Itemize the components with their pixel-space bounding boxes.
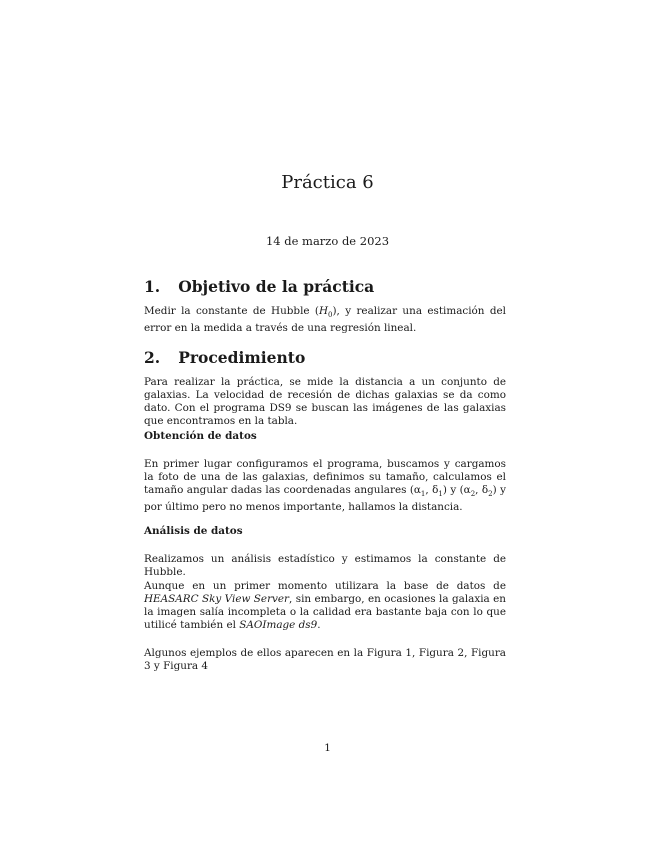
section-procedimiento [144,348,504,367]
subheading-analisis: Análisis de datos [144,525,243,537]
analisis-paragraph-2: Aunque en un primer momento utilizara la base de datos de HEASARC Sky View Server, sin embargo, en ocasiones la galaxia en la imagen salía incompleta o la calidad era bastante baja con lo que utilicé también el SAOImage ds9. [144,580,506,631]
section-title: Objetivo de la práctica [178,277,375,296]
analisis-paragraph-3: Algunos ejemplos de ellos aparecen en la Figura 1, Figura 2, Figura 3 y Figura 4 [144,647,506,672]
page-number: 1 [324,742,331,754]
section-title: Procedimiento [178,348,306,367]
section-objetivo [144,277,504,296]
section-heading-objetivo [144,277,504,296]
document-title: Práctica 6 [281,172,374,193]
analisis-paragraph-1: Realizamos un análisis estadístico y estimamos la constante de Hubble. [144,553,506,578]
procedimiento-intro: Para realizar la práctica, se mide la distancia a un conjunto de galaxias. La velocidad de recesión de dichas galaxias se da como dato. Con el programa DS9 se buscan las imágenes de las galaxias que encontramos en la tabla. [144,376,506,427]
section-number: 1. [144,277,161,296]
section-number: 2. [144,348,161,367]
subheading-obtencion: Obtención de datos [144,430,257,442]
objetivo-paragraph: Medir la constante de Hubble $(H_0)$, y realizar una estimación del error en la medida a través de una regresión lineal. [144,305,506,335]
document-date: 14 de marzo de 2023 [265,234,390,248]
obtencion-paragraph: En primer lugar configuramos el programa, buscamos y cargamos la foto de una de las galaxias, definimos su tamaño, calculamos el tamaño angular dadas las coordenadas angulares ($\alpha_1$, $\delta_1$) y ($\alpha_2$, $\delta_2$) y por último pero no menos importante, hallamos la distancia. [144,458,506,514]
section-heading-procedimiento [144,348,504,367]
